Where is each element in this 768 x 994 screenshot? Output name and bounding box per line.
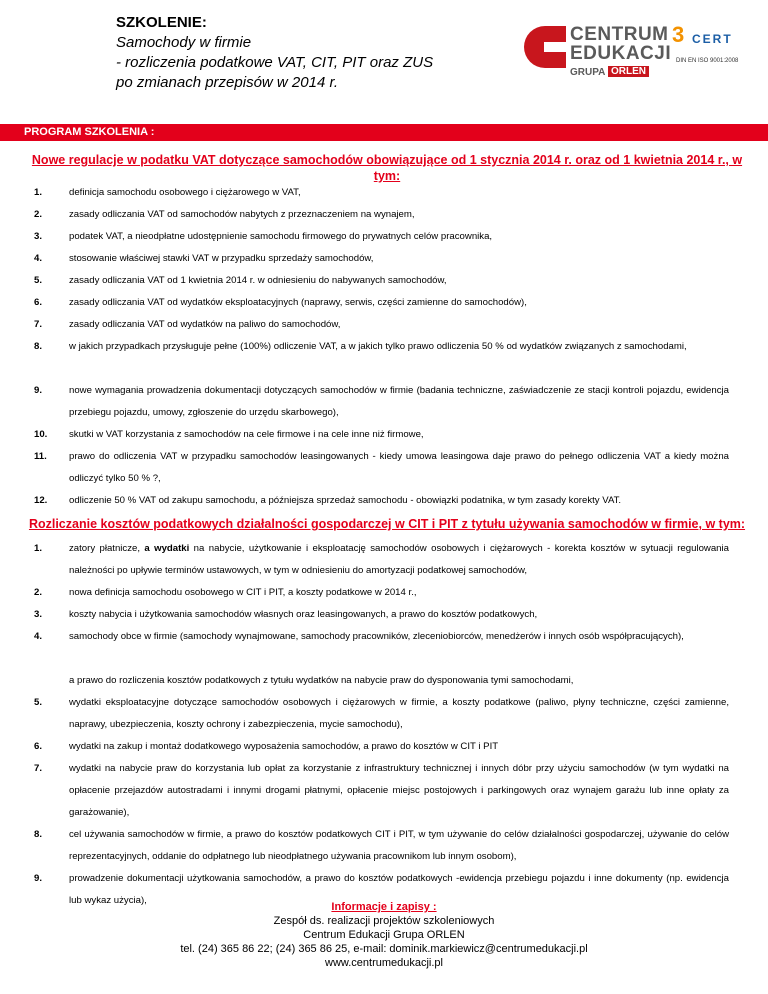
centrum-edukacji-logo [524, 18, 684, 82]
item-text: nowe wymagania prowadzenia dokumentacji dotyczących samochodów w firmie (badania techniczne, zaświadczenie ze stacji kontroli pojazdu, ewidencja przebiegu pojazdu, umowy, zgłoszenie do urzędu skarbowego), [69, 385, 729, 418]
item-text: cel używania samochodów w firmie, a prawo do kosztów podatkowych CIT i PIT, w tym używanie do celów działalności gospodarczej, używanie do celów reprezentacyjnych, oddanie do odpłatnego lub nieodpłatnego używania pracownikom lub innym osobom), [69, 829, 729, 862]
item-number: 10. [34, 429, 48, 440]
item-text: podatek VAT, a nieodpłatne udostępnienie samochodu firmowego do prywatnych celów pracownika, [69, 231, 493, 242]
item-number: 12. [34, 495, 48, 506]
item-number: 4. [34, 631, 43, 642]
item-number: 4. [34, 253, 43, 264]
logo-text-edukacji: EDUKACJI [570, 43, 672, 64]
item-text: odliczenie 50 % VAT od zakupu samochodu, a późniejsza sprzedaż samochodu - obowiązki podatnika, w tym zasady korekty VAT. [69, 495, 622, 506]
item-text: skutki w VAT korzystania z samochodów na cele firmowe i na cele inne niż firmowe, [69, 429, 424, 440]
item-text: definicja samochodu osobowego i ciężarowego w VAT, [69, 187, 301, 198]
section2-heading: Rozliczanie kosztów podatkowych działalności gospodarczej w CIT i PIT z tytułu używania samochodów w firmie, w tym: [28, 517, 746, 531]
item-text: w jakich przypadkach przysługuje pełne (100%) odliczenie VAT, a w jakich tylko prawo odliczenia 50 % od wydatków związanych z samochodami, [69, 341, 687, 352]
item-number: 6. [34, 741, 43, 752]
footer-team: Zespół ds. realizacji projektów szkoleniowych [273, 915, 495, 927]
item-number: 2. [34, 209, 43, 220]
cert-word: CERT [692, 32, 733, 46]
item-number: 3. [34, 231, 43, 242]
item-text: a prawo do rozliczenia kosztów podatkowych z tytułu wydatków na nabycie praw do dysponowania tymi samochodami, [69, 675, 574, 686]
item-text: zasady odliczania VAT od wydatków na paliwo do samochodów, [69, 319, 341, 330]
item-number: 9. [34, 385, 43, 396]
item-number: 8. [34, 341, 43, 352]
footer-phone-email[interactable]: tel. (24) 365 86 22; (24) 365 86 25, e-mail: dominik.markiewicz@centrumedukacji.pl [180, 943, 588, 955]
logo-text-orlen: ORLEN [608, 66, 649, 77]
item-text: wydatki na nabycie praw do korzystania lub opłat za korzystanie z infrastruktury technicznej i innych dóbr przy użyciu samochodów (w tym wydatki na opłacenie przejazdów autostradami i innymi drogami płatnymi, opłacenie miejsc postojowych i parkingowych oraz wynajem garażu lub inne opłaty za garażowanie), [69, 763, 729, 818]
item-number: 7. [34, 763, 43, 774]
item-text: nowa definicja samochodu osobowego w CIT i PIT, a koszty podatkowe w 2014 r., [69, 587, 417, 598]
item-text [69, 538, 729, 582]
item-text-bold: a wydatki [144, 543, 190, 554]
training-subtitle: - rozliczenia podatkowe VAT, CIT, PIT oraz ZUS [116, 54, 434, 71]
footer-org: Centrum Edukacji Grupa ORLEN [303, 929, 465, 941]
item-text: wydatki eksploatacyjne dotyczące samochodów osobowych i ciężarowych w firmie, a koszty podatkowe (paliwo, płyny techniczne, części zamienne, naprawy, ubezpieczenia, koszty ochrony i zabezpieczenia, mycie samochodu), [69, 697, 729, 730]
item-number: 1. [34, 543, 43, 554]
item-text: wydatki na zakup i montaż dodatkowego wyposażenia samochodów, a prawo do kosztów w CIT i PIT [69, 741, 499, 752]
program-bar [0, 124, 768, 141]
section1-heading: Nowe regulacje w podatku VAT dotyczące samochodów obowiązujące od 1 stycznia 2014 r. oraz od 1 kwietnia 2014 r., w tym: [31, 153, 743, 183]
item-text: koszty nabycia i użytkowania samochodów własnych oraz leasingowanych, a prawo do kosztów podatkowych, [69, 609, 538, 620]
item-text-part: zatory płatnicze, [69, 543, 145, 554]
logo-e-mark-icon [524, 26, 566, 68]
item-text: prawo do odliczenia VAT w przypadku samochodów leasingowanych - kiedy umowa leasingowa daje prawo do pełnego odliczenia VAT a kiedy można odliczyć tylko 50 % ?, [69, 451, 729, 484]
logo-text-centrum: CENTRUM [570, 24, 669, 45]
item-text: zasady odliczania VAT od samochodów nabytych z przeznaczeniem na wynajem, [69, 209, 415, 220]
cert-digit: 3 [672, 22, 685, 47]
item-number: 2. [34, 587, 43, 598]
item-number: 6. [34, 297, 43, 308]
logo-text-grupa: GRUPA [570, 67, 606, 78]
item-text: prowadzenie dokumentacji użytkowania samochodów, a prawo do kosztów podatkowych -ewidencja przebiegu pojazdu i inne dokumenty (np. ewidencja lub wykaz użycia), [69, 873, 729, 906]
item-text: zasady odliczania VAT od wydatków eksploatacyjnych (naprawy, serwis, części zamienne do samochodów), [69, 297, 527, 308]
program-bar-label: PROGRAM SZKOLENIA : [24, 126, 155, 138]
footer-website-link[interactable]: www.centrumedukacji.pl [325, 957, 443, 969]
footer-title: Informacje i zapisy : [331, 901, 437, 913]
item-text: samochody obce w firmie (samochody wynajmowane, samochody pracowników, zleceniobiorców, menedżerów i innych osób współpracujących), [69, 631, 684, 642]
item-text: zasady odliczania VAT od 1 kwietnia 2014 r. w odniesieniu do nabywanych samochodów, [69, 275, 447, 286]
training-label: SZKOLENIE: [116, 14, 207, 31]
cert-iso: DIN EN ISO 9001:2008 [676, 58, 739, 64]
document-header [0, 0, 768, 120]
item-number: 11. [34, 451, 47, 462]
item-text: stosowanie właściwej stawki VAT w przypadku sprzedaży samochodów, [69, 253, 374, 264]
item-number: 1. [34, 187, 43, 198]
3cert-logo [672, 22, 752, 72]
training-subtitle-2: po zmianach przepisów w 2014 r. [116, 74, 339, 91]
training-title-block [116, 13, 433, 93]
item-number: 5. [34, 275, 43, 286]
item-number: 9. [34, 873, 43, 884]
item-text-part: na nabycie, użytkowanie i eksploatację samochodów osobowych i ciężarowych - korekta kosztów w sytuacji regulowania należności po upływie terminów ustawowych, w tym w odniesieniu do amortyzacji podatkowej samochodów, [69, 543, 729, 576]
item-number: 7. [34, 319, 43, 330]
item-number: 5. [34, 697, 43, 708]
item-number: 3. [34, 609, 43, 620]
training-title: Samochody w firmie [116, 34, 252, 51]
footer-contact [0, 900, 768, 970]
item-number: 8. [34, 829, 43, 840]
